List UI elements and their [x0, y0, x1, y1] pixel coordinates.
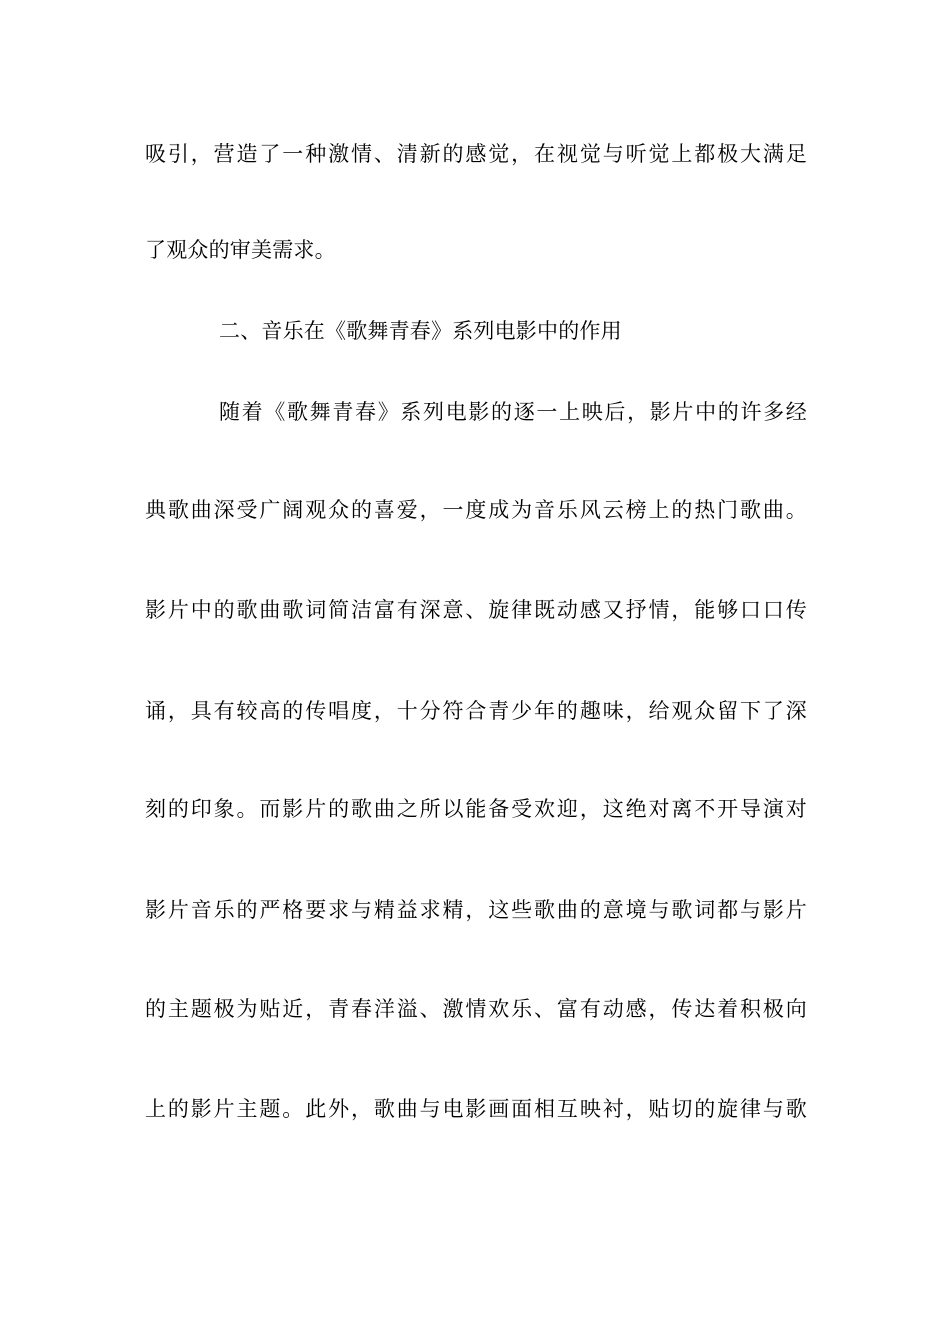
paragraph-line: 诵，具有较高的传唱度，十分符合青少年的趣味，给观众留下了深 [145, 699, 807, 723]
paragraph-line: 的主题极为贴近，青春洋溢、激情欢乐、富有动感，传达着积极向 [145, 997, 807, 1021]
section-heading: 二、音乐在《歌舞青春》系列电影中的作用 [219, 319, 622, 343]
paragraph-line: 刻的印象。而影片的歌曲之所以能备受欢迎，这绝对离不开导演对 [145, 797, 807, 821]
paragraph-line: 典歌曲深受广阔观众的喜爱，一度成为音乐风云榜上的热门歌曲。 [145, 498, 807, 522]
paragraph-line: 上的影片主题。此外，歌曲与电影画面相互映衬，贴切的旋律与歌 [145, 1097, 807, 1121]
paragraph-line: 影片音乐的严格要求与精益求精，这些歌曲的意境与歌词都与影片 [145, 898, 807, 922]
paragraph-line: 吸引，营造了一种激情、清新的感觉，在视觉与听觉上都极大满足 [145, 142, 807, 166]
paragraph-line: 了观众的审美需求。 [145, 238, 336, 262]
paragraph-line: 随着《歌舞青春》系列电影的逐一上映后，影片中的许多经 [219, 400, 807, 424]
paragraph-line: 影片中的歌曲歌词简洁富有深意、旋律既动感又抒情，能够口口传 [145, 598, 807, 622]
